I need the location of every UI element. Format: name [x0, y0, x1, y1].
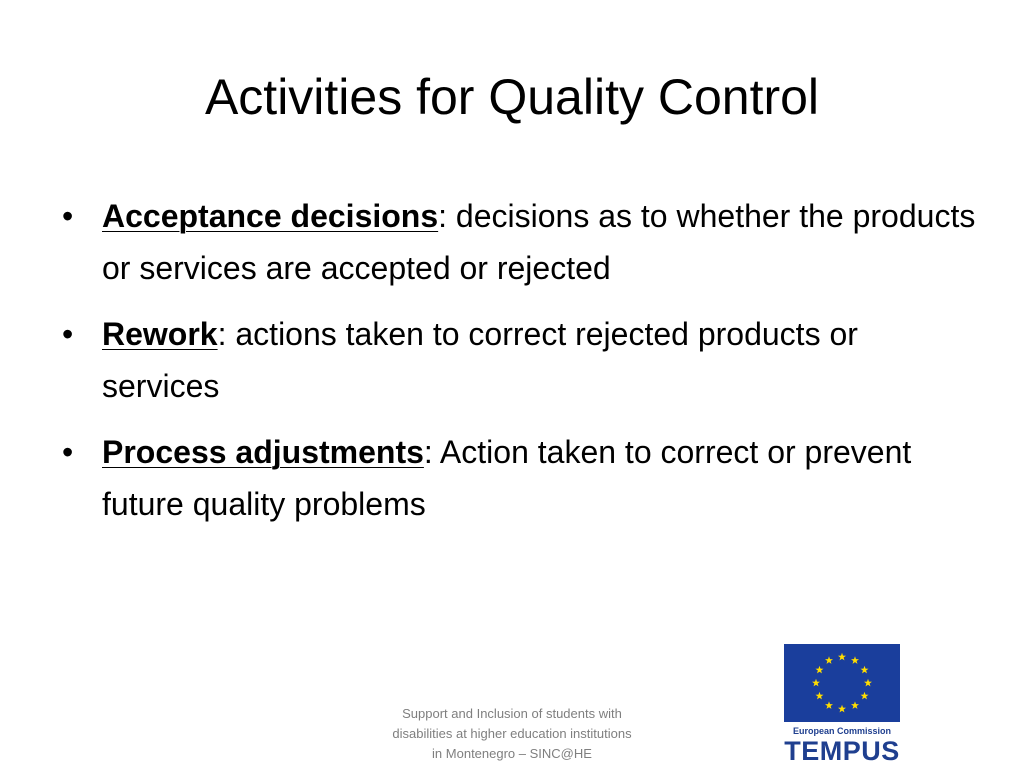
bullet-item: [60, 426, 980, 530]
eu-star-icon: [838, 653, 846, 661]
eu-stars-icon: [784, 644, 900, 722]
tempus-logo: [780, 642, 904, 764]
footer-line: disabilities at higher education institutions: [392, 726, 632, 741]
footer-line: in Montenegro – SINC@HE: [432, 746, 592, 761]
eu-star-icon: [815, 666, 823, 674]
bullet-dot: •: [62, 198, 74, 234]
slide-title: Activities for Quality Control: [204, 69, 820, 125]
footer-line: Support and Inclusion of students with: [402, 706, 622, 721]
eu-flag-icon: [784, 644, 900, 722]
bullet-item: [60, 190, 980, 294]
bullet-dot: •: [62, 316, 74, 352]
eu-star-icon: [851, 656, 859, 664]
bullet-term: Process adjustments: [102, 434, 424, 470]
logo-org-name: European Commission: [792, 726, 891, 736]
bullet-list: [60, 190, 980, 544]
eu-star-icon: [838, 705, 846, 713]
slide-footer: [350, 704, 674, 764]
eu-star-icon: [861, 666, 869, 674]
bullet-term: Acceptance decisions: [102, 198, 439, 234]
eu-star-icon: [861, 692, 869, 700]
eu-star-icon: [864, 679, 872, 687]
bullet-dot: •: [62, 434, 74, 470]
bullet-item: [60, 308, 980, 412]
bullet-text: : actions taken to correct rejected products or services: [102, 316, 858, 404]
logo-brand-name: TEMPUS: [784, 736, 900, 766]
eu-star-icon: [825, 656, 833, 664]
bullet-text: : decisions as to whether the products or services are accepted or rejected: [102, 198, 976, 286]
eu-star-icon: [825, 701, 833, 709]
bullet-term: Rework: [102, 316, 218, 352]
eu-star-icon: [812, 679, 820, 687]
bullet-text: : Action taken to correct or prevent future quality problems: [102, 434, 912, 522]
eu-star-icon: [815, 692, 823, 700]
eu-star-icon: [851, 701, 859, 709]
